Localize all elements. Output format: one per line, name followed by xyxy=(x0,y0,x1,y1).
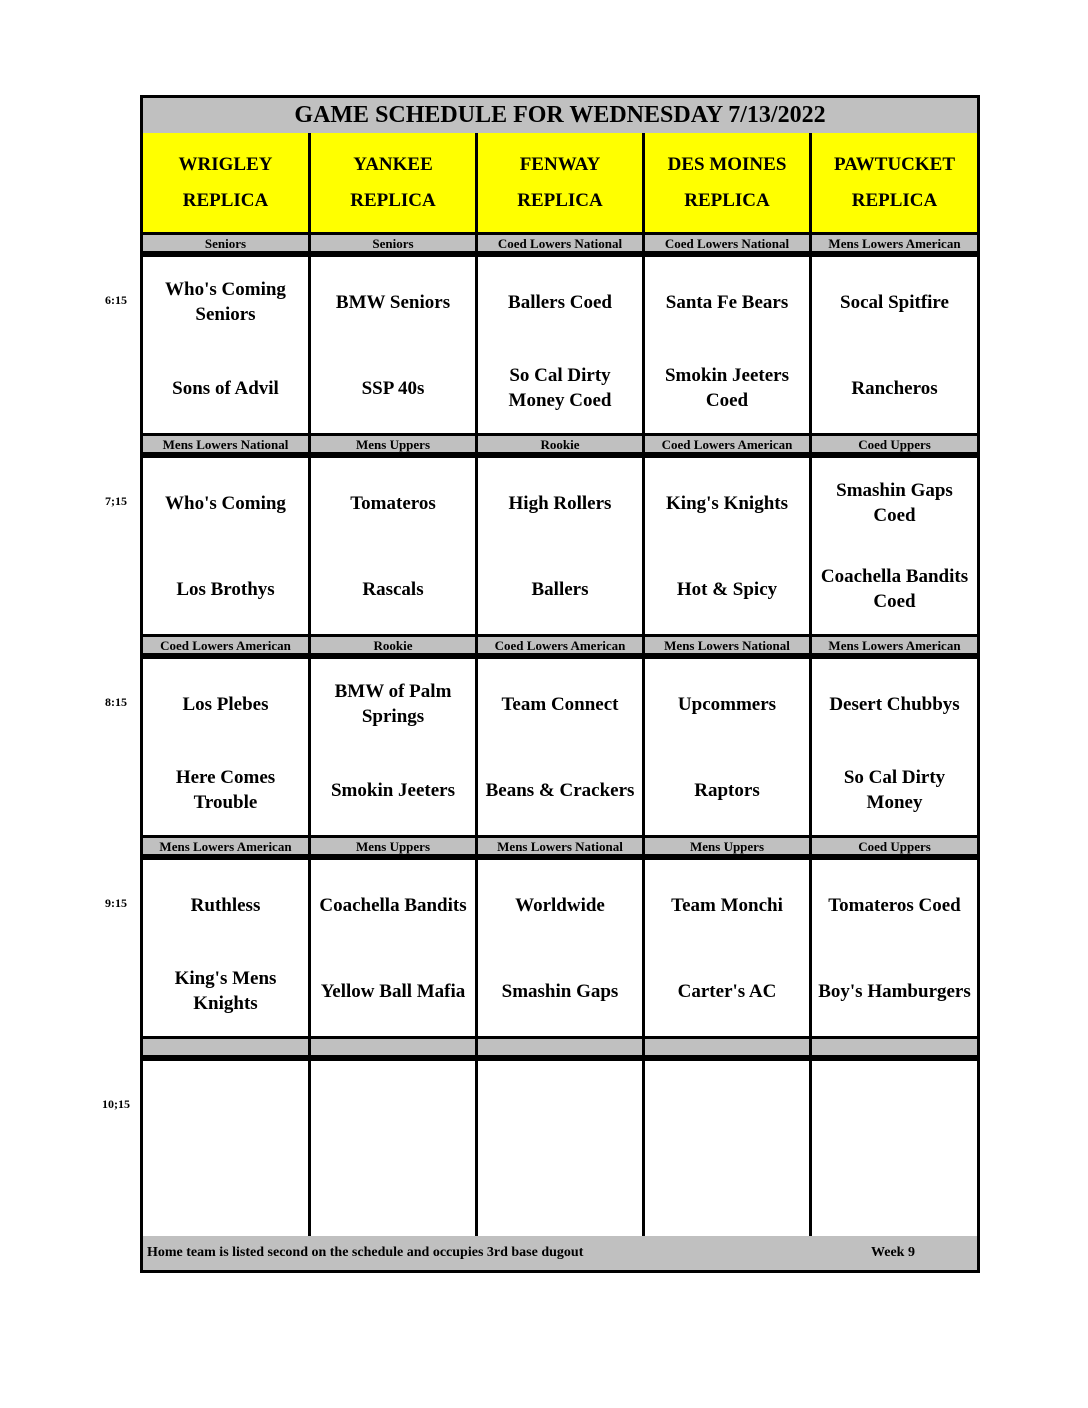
home-team: Here Comes Trouble xyxy=(175,767,276,813)
home-team: Smokin Jeeters xyxy=(330,779,455,801)
home-team xyxy=(812,1167,977,1217)
division-label: Mens Uppers xyxy=(311,835,478,857)
division-label: Mens Lowers American xyxy=(812,232,977,254)
away-team: Smashin Gaps Coed xyxy=(836,480,953,526)
home-team xyxy=(478,1167,642,1217)
game-cell xyxy=(812,860,977,1036)
division-label: Coed Lowers American xyxy=(478,634,645,656)
division-label: Mens Uppers xyxy=(645,835,812,857)
game-cell xyxy=(143,1061,311,1237)
game-cell xyxy=(478,458,645,634)
venue-subtitle: REPLICA xyxy=(182,189,269,211)
time-label: 7;15 xyxy=(105,494,127,508)
division-label: Coed Uppers xyxy=(812,433,977,455)
home-team: Boy's Hamburgers xyxy=(818,980,971,1002)
games-row xyxy=(143,1061,977,1237)
away-team: Los Plebes xyxy=(182,693,269,715)
home-team: Carter's AC xyxy=(677,980,777,1002)
venue-wrigley xyxy=(143,133,311,232)
time-label: 6:15 xyxy=(105,293,127,307)
venue-yankee xyxy=(311,133,478,232)
division-row xyxy=(143,232,977,254)
venue-subtitle: REPLICA xyxy=(684,189,770,211)
division-label: Mens Lowers American xyxy=(812,634,977,656)
home-team: SSP 40s xyxy=(361,377,425,399)
division-row xyxy=(143,433,977,455)
games-row xyxy=(143,659,977,835)
away-team: BMW of Palm Springs xyxy=(334,681,452,727)
game-cell xyxy=(311,257,478,433)
game-cell xyxy=(478,1061,645,1237)
games-row xyxy=(143,257,977,433)
away-team: Team Connect xyxy=(501,693,619,715)
division-label xyxy=(478,1036,645,1058)
division-label xyxy=(311,1036,478,1058)
home-team: So Cal Dirty Money Coed xyxy=(508,365,612,411)
away-team: Socal Spitfire xyxy=(840,291,949,313)
game-cell xyxy=(812,257,977,433)
home-team xyxy=(311,1167,475,1217)
game-cell xyxy=(311,458,478,634)
games-row xyxy=(143,458,977,634)
venue-name: YANKEE xyxy=(353,153,433,175)
division-label: Mens Uppers xyxy=(311,433,478,455)
game-cell xyxy=(311,1061,478,1237)
home-team: Smashin Gaps xyxy=(501,980,619,1002)
time-label: 9:15 xyxy=(105,896,127,910)
division-label xyxy=(143,1036,311,1058)
venue-name: PAWTUCKET xyxy=(833,153,956,175)
venue-subtitle: REPLICA xyxy=(851,189,938,211)
home-team: Rascals xyxy=(362,578,424,600)
division-label xyxy=(645,1036,812,1058)
division-label: Seniors xyxy=(143,232,311,254)
away-team: Coachella Bandits xyxy=(319,894,467,916)
home-team: Beans & Crackers xyxy=(485,779,635,801)
home-team: Raptors xyxy=(694,779,760,801)
away-team: Tomateros xyxy=(350,492,436,514)
game-cell xyxy=(143,659,311,835)
game-cell xyxy=(478,860,645,1036)
division-label: Coed Lowers National xyxy=(645,232,812,254)
venue-name: FENWAY xyxy=(519,153,601,175)
division-row xyxy=(143,1036,977,1058)
game-cell xyxy=(478,257,645,433)
game-cell xyxy=(478,659,645,835)
venue-subtitle: REPLICA xyxy=(517,189,603,211)
home-team-note: Home team is listed second on the schedule and occupies 3rd base dugout xyxy=(147,1245,584,1260)
division-label: Mens Lowers National xyxy=(645,634,812,656)
away-team: Desert Chubbys xyxy=(829,693,960,715)
venue-pawtucket xyxy=(812,133,977,232)
away-team: Who's Coming xyxy=(165,492,286,514)
division-label: Coed Lowers American xyxy=(143,634,311,656)
away-team: High Rollers xyxy=(508,492,612,514)
home-team: Rancheros xyxy=(851,377,938,399)
away-team: Tomateros Coed xyxy=(828,894,961,916)
venue-fenway xyxy=(478,133,645,232)
division-label: Seniors xyxy=(311,232,478,254)
home-team: So Cal Dirty Money xyxy=(843,767,946,813)
game-cell xyxy=(143,458,311,634)
home-team: Smokin Jeeters Coed xyxy=(664,365,789,411)
week-label: Week 9 xyxy=(871,1245,915,1260)
footer-bar xyxy=(143,1236,977,1270)
division-label: Rookie xyxy=(311,634,478,656)
away-team: Santa Fe Bears xyxy=(665,291,789,313)
division-label: Coed Uppers xyxy=(812,835,977,857)
away-team xyxy=(645,1081,809,1131)
away-team xyxy=(311,1081,475,1131)
venue-name: DES MOINES xyxy=(667,153,787,175)
home-team xyxy=(645,1167,809,1217)
away-team xyxy=(143,1081,308,1131)
home-team: King's Mens Knights xyxy=(174,968,277,1014)
division-label: Coed Lowers National xyxy=(478,232,645,254)
game-cell xyxy=(311,659,478,835)
games-row xyxy=(143,860,977,1036)
game-cell xyxy=(645,860,812,1036)
home-team: Sons of Advil xyxy=(172,377,279,399)
game-cell xyxy=(812,458,977,634)
time-label: 8:15 xyxy=(105,695,127,709)
away-team: Worldwide xyxy=(515,894,605,916)
venue-name: WRIGLEY xyxy=(178,153,273,175)
away-team: Upcommers xyxy=(677,693,777,715)
division-label: Rookie xyxy=(478,433,645,455)
home-team: Yellow Ball Mafia xyxy=(320,980,466,1002)
division-row xyxy=(143,634,977,656)
division-label xyxy=(812,1036,977,1058)
home-team: Hot & Spicy xyxy=(676,578,778,600)
home-team xyxy=(143,1167,308,1217)
home-team: Coachella Bandits Coed xyxy=(820,566,969,612)
home-team: Ballers xyxy=(531,578,589,600)
away-team: BMW Seniors xyxy=(335,291,451,313)
division-label: Mens Lowers American xyxy=(143,835,311,857)
page-title: GAME SCHEDULE FOR WEDNESDAY 7/13/2022 xyxy=(143,98,977,133)
away-team xyxy=(812,1081,977,1131)
game-cell xyxy=(143,257,311,433)
game-cell xyxy=(645,1061,812,1237)
away-team: King's Knights xyxy=(666,492,788,514)
game-cell xyxy=(311,860,478,1036)
venue-subtitle: REPLICA xyxy=(350,189,436,211)
game-cell xyxy=(143,860,311,1036)
away-team xyxy=(478,1081,642,1131)
venue-des-moines xyxy=(645,133,812,232)
time-label: 10;15 xyxy=(102,1097,130,1111)
game-cell xyxy=(812,659,977,835)
game-cell xyxy=(812,1061,977,1237)
away-team: Who's Coming Seniors xyxy=(165,279,286,325)
schedule-sheet xyxy=(140,95,980,1273)
division-label: Mens Lowers National xyxy=(143,433,311,455)
division-label: Coed Lowers American xyxy=(645,433,812,455)
away-team: Team Monchi xyxy=(671,894,783,916)
venue-header-row xyxy=(143,133,977,232)
home-team: Los Brothys xyxy=(176,578,275,600)
away-team: Ruthless xyxy=(190,894,261,916)
game-cell xyxy=(645,257,812,433)
division-label: Mens Lowers National xyxy=(478,835,645,857)
away-team: Ballers Coed xyxy=(508,291,612,313)
division-row xyxy=(143,835,977,857)
game-cell xyxy=(645,659,812,835)
game-cell xyxy=(645,458,812,634)
